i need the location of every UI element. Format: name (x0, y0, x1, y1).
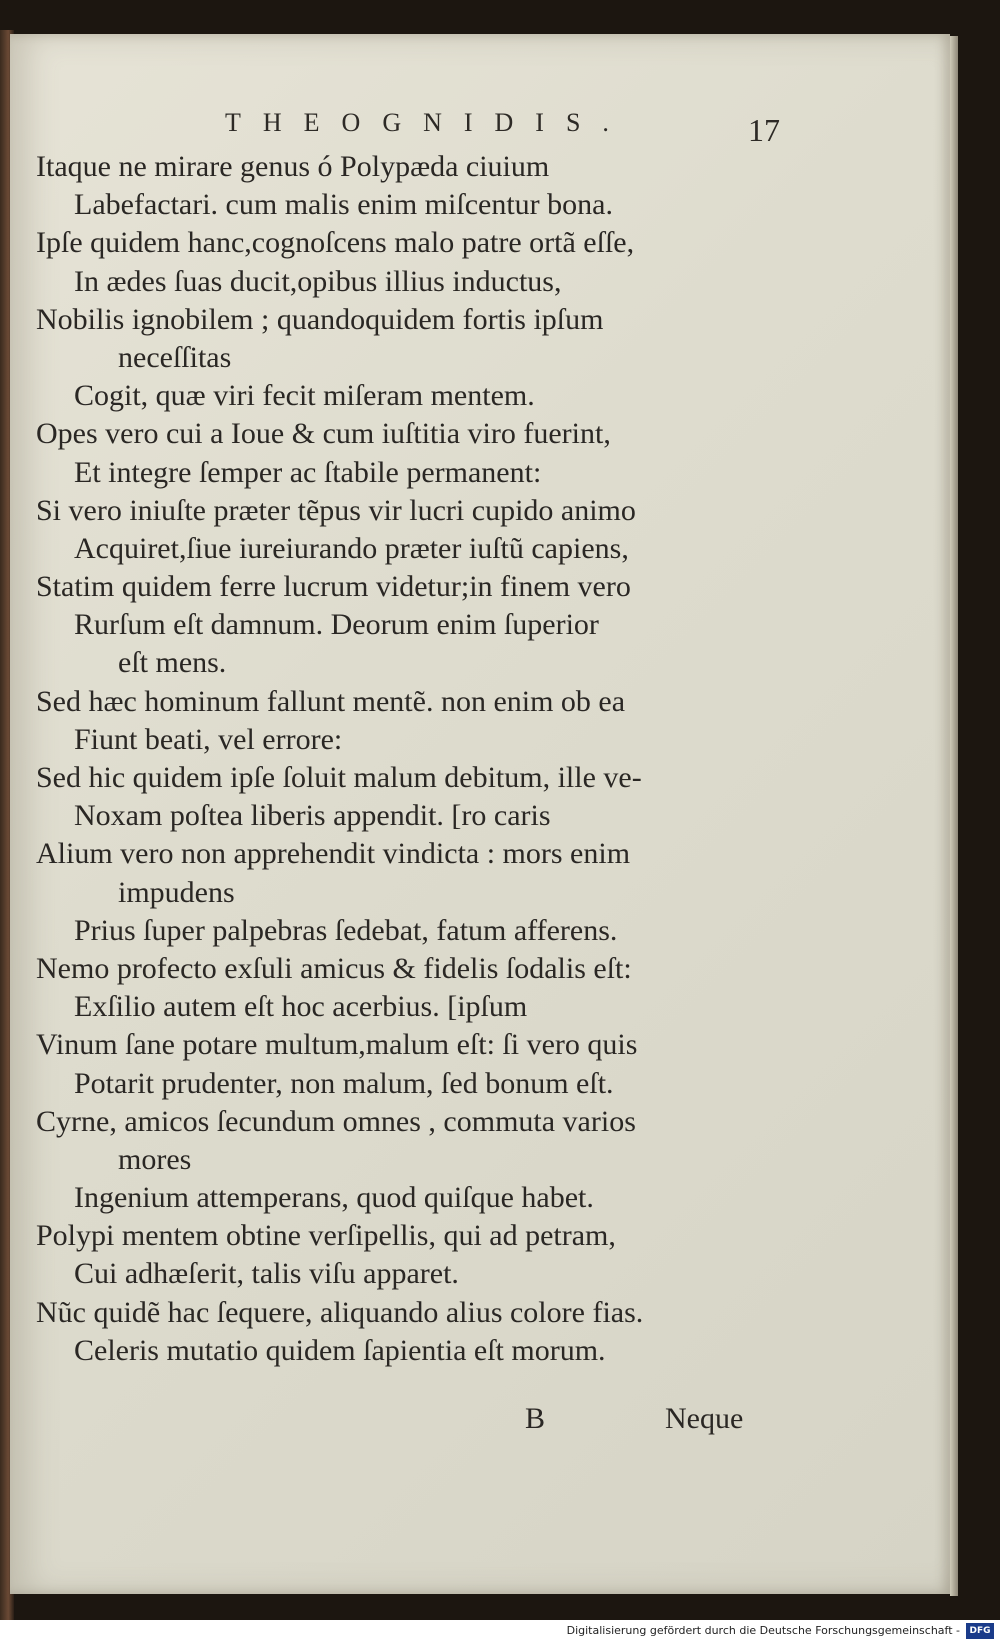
text-line: Fiunt beati, vel errore: (74, 722, 343, 756)
text-line: eſt mens. (118, 646, 227, 680)
funding-notice: Digitalisierung gefördert durch die Deutsche Forschungsgemeinschaft - (566, 1624, 960, 1637)
text-line: impudens (118, 875, 235, 909)
text-line: Nemo profecto exſuli amicus & fidelis ſodalis eſt: (36, 951, 632, 985)
text-line: Cogit, quæ viri fecit miſeram mentem. (74, 379, 535, 413)
text-line: Ipſe quidem hanc,cognoſcens malo patre ortã eſſe, (36, 226, 635, 260)
text-line: Labefactari. cum malis enim miſcentur bona. (74, 188, 613, 222)
text-line: Ingenium attemperans, quod quiſque habet. (74, 1181, 594, 1215)
text-line: Itaque ne mirare genus ó Polypæda ciuium (36, 150, 550, 183)
text-line: Cui adhæſerit, talis viſu apparet. (74, 1257, 459, 1291)
text-line: Nobilis ignobilem ; quandoquidem fortis ipſum (36, 302, 604, 336)
page-header (0, 108, 1000, 148)
text-line: mores (118, 1142, 192, 1176)
signature-mark: B (525, 1402, 546, 1435)
page-edge (950, 36, 958, 1596)
text-line: Celeris mutatio quidem ſapientia eſt morum. (74, 1333, 606, 1367)
catchword: Neque (665, 1402, 744, 1435)
text-line: Et integre ſemper ac ſtabile permanent: (74, 455, 542, 489)
text-line: Noxam poſtea liberis appendit. [ro caris (74, 799, 551, 833)
text-line: neceſſitas (118, 340, 232, 374)
dfg-logo: DFG (966, 1623, 994, 1639)
text-line: In ædes ſuas ducit,opibus illius inductus, (74, 264, 562, 298)
text-line: Vinum ſane potare multum,malum eſt: ſi vero quis (36, 1028, 638, 1062)
text-line: Rurſum eſt damnum. Deorum enim ſuperior (74, 608, 599, 642)
text-line: Si vero iniuſte præter tẽpus vir lucri cupido animo (36, 493, 636, 527)
text-line: Opes vero cui a Ioue & cum iuſtitia viro fuerint, (36, 417, 611, 451)
text-line: Prius ſuper palpebras ſedebat, fatum afferens. (74, 913, 618, 947)
text-line: Exſilio autem eſt hoc acerbius. [ipſum (74, 990, 528, 1024)
running-head: THEOGNIDIS. (225, 108, 631, 137)
text-line: Sed hic quidem ipſe ſoluit malum debitum, ille ve- (36, 761, 642, 794)
text-line: Nũc quidẽ hac ſequere, aliquando alius colore fias. (36, 1295, 644, 1329)
page-number: 17 (748, 112, 780, 148)
text-line: Acquiret,ſiue iureiurando præter iuſtũ capiens, (74, 531, 629, 565)
funding-bar (0, 1620, 1000, 1643)
text-line: Statim quidem ferre lucrum videtur;in finem vero (36, 570, 631, 604)
text-line: Sed hæc hominum fallunt mentẽ. non enim ob ea (36, 684, 626, 718)
text-line: Cyrne, amicos ſecundum omnes , commuta varios (36, 1104, 636, 1138)
poem-text (36, 148, 776, 1370)
text-line: Potarit prudenter, non malum, ſed bonum eſt. (74, 1066, 614, 1100)
text-line: Polypi mentem obtine verſipellis, qui ad petram, (36, 1219, 616, 1253)
page-footer (0, 1402, 1000, 1442)
text-line: Alium vero non apprehendit vindicta : mors enim (36, 837, 631, 871)
